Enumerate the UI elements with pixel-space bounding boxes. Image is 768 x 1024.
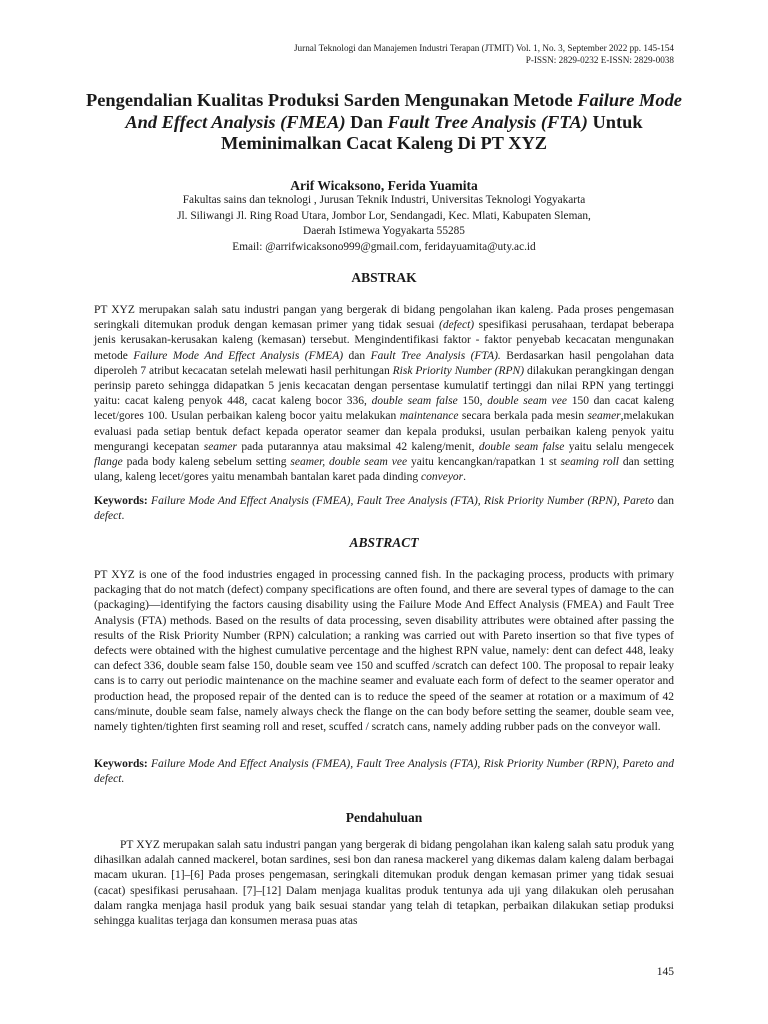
- abstract-heading: ABSTRACT: [349, 535, 419, 550]
- affiliation-line: Jl. Siliwangi Jl. Ring Road Utara, Jombor Lor, Sendangadi, Kec. Mlati, Kabupaten Sleman,: [177, 209, 591, 222]
- affiliation: [94, 193, 674, 255]
- title-italic-fmea: Failure Mode And Effect Analysis (FMEA): [125, 90, 682, 132]
- title-italic-fta: Fault Tree Analysis (FTA): [387, 111, 588, 132]
- keywords-english: Keywords: Failure Mode And Effect Analysis (FMEA), Fault Tree Analysis (FTA), Risk Priority Number (RPN), Pareto and defect.: [94, 758, 674, 786]
- authors: Arif Wicaksono, Ferida Yuamita: [290, 178, 478, 193]
- intro-body: PT XYZ merupakan salah satu industri pangan yang bergerak di bidang pengolahan ikan kaleng salah satu produk yang dihasilkan adalah canned mackerel, botan sardines, sesi bon dan ranesa mackerel yang dikemas dalam kaleng dalam berbagai macam ukuran. [1]–[6] Pada proses pengemasan, seringkali ditemukan produk dengan kemasan primer yang tidak sesuai (cacat) spesifikasi perusahaan. [7]–[12] Dalam menjaga kualitas produk tentunya ada uji yang dilakukan oleh perusahan dalam rangka menjaga hasil produk yang baik sesuai standar yang telah di tetapkan, perbaikan dilakukan setiap produksi sehingga kualitas terjaga dan konsumen merasa puas atas: [94, 839, 674, 928]
- issn-info: P-ISSN: 2829-0232 E-ISSN: 2829-0038: [525, 55, 674, 65]
- title-text: Dan: [345, 111, 388, 132]
- page-number: 145: [656, 966, 674, 978]
- paper-title: [80, 90, 688, 155]
- abstract-body: PT XYZ is one of the food industries engaged in processing canned fish. In the packaging process, products with primary packaging that do not match (defect) company specifications are often found, and there are several types of damage to the can (packaging)—identifying the factors causing disability using the Failure Mode And Effect Analysis (FMEA) and Fault Tree Analysis (FTA) methods. Based on the results of data processing, seven disability attributes were obtained after passing the results of the Risk Priority Number (RPN) calculation; a ranking was carried out with Pareto insertion so that five types of defects were obtained with the highest cumulative percentage and the highest RPN value, namely: dent can defect 448, leaky can defect 336, double seam false 150, double seam vee 150 and scuffed /scratch can defect 100. The proposal to repair leaky cans is to carry out periodic maintenance on the machine seamer and evaluate each form of defect to the seamer operator and production head, the proposed repair of the dented can is to reduce the speed of the seamer at rotation or a maximum of 42 cans/minute, double seam false, namely always check the flange on the can body before setting the seamer, double seam vee, namely tighten/tighten first seaming roll and reset, scuffed / scratch cans, namely adding rubber pads on the conveyor wall.: [94, 569, 674, 734]
- email-line: Email: @arrifwicaksono999@gmail.com, feridayuamita@uty.ac.id: [232, 240, 536, 253]
- affiliation-line: Daerah Istimewa Yogyakarta 55285: [303, 225, 465, 237]
- abstrak-heading: ABSTRAK: [351, 270, 417, 285]
- journal-header: [294, 42, 674, 66]
- journal-info: Jurnal Teknologi dan Manajemen Industri Terapan (JTMIT) Vol. 1, No. 3, September 2022 pp. 145-154: [293, 43, 674, 53]
- keywords-indonesian: Keywords: Failure Mode And Effect Analysis (FMEA), Fault Tree Analysis (FTA), Risk Priority Number (RPN), Pareto dan defect.: [94, 495, 674, 523]
- abstrak-body: PT XYZ merupakan salah satu industri pangan yang bergerak di bidang pengolahan ikan kaleng. Pada proses pengemasan seringkali ditemukan produk dengan kemasan primer yang tidak sesuai (defect) spesifikasi perusahaan, terdapat beberapa jenis kerusakan-kerusakan kaleng (kemasan) tersebut. Mengindentifikasi faktor - faktor penyebab kecacatan mengunakan metode Failure Mode And Effect Analysis (FMEA) dan Fault Tree Analysis (FTA). Berdasarkan hasil pengolahan data diperoleh 7 atribut kecacatan setelah melewati hasil perhitungan Risk Priority Number (RPN) dilakukan perangkingan dengan perinsip pareto sehingga didapatkan 5 jenis kecacatan dengan persentase kumulatif tertinggi dan nilai RPN yang tertinggi yaitu: cacat kaleng penyok 448, cacat kaleng bocor 336, double seam false 150, double seam vee 150 dan cacat kaleng lecet/gores 100. Usulan perbaikan kaleng bocor yaitu melakukan maintenance secara berkala pada mesin seamer,melakukan evaluasi pada setiap bentuk defact kepada operator seamer dan kepala produksi, usulan perbaikan kaleng penyok yaitu mengurangi kecepatan seamer pada putarannya atau maksimal 42 kaleng/menit, double seam false yaitu selalu mengecek flange pada body kaleng sebelum setting seamer, double seam vee yaitu kencangkan/rapatkan 1 st seaming roll dan setting ulang, kaleng lecet/gores yaitu menambah bantalan karet pada dinding conveyor.: [94, 304, 674, 484]
- title-text: Pengendalian Kualitas Produksi Sarden Mengunakan Metode: [86, 90, 578, 110]
- affiliation-line: Fakultas sains dan teknologi , Jurusan Teknik Industri, Universitas Teknologi Yogyakarta: [182, 194, 586, 206]
- title-text: Untuk Meminimalkan Cacat Kaleng Di PT XYZ: [220, 111, 643, 153]
- intro-heading: Pendahuluan: [345, 810, 423, 825]
